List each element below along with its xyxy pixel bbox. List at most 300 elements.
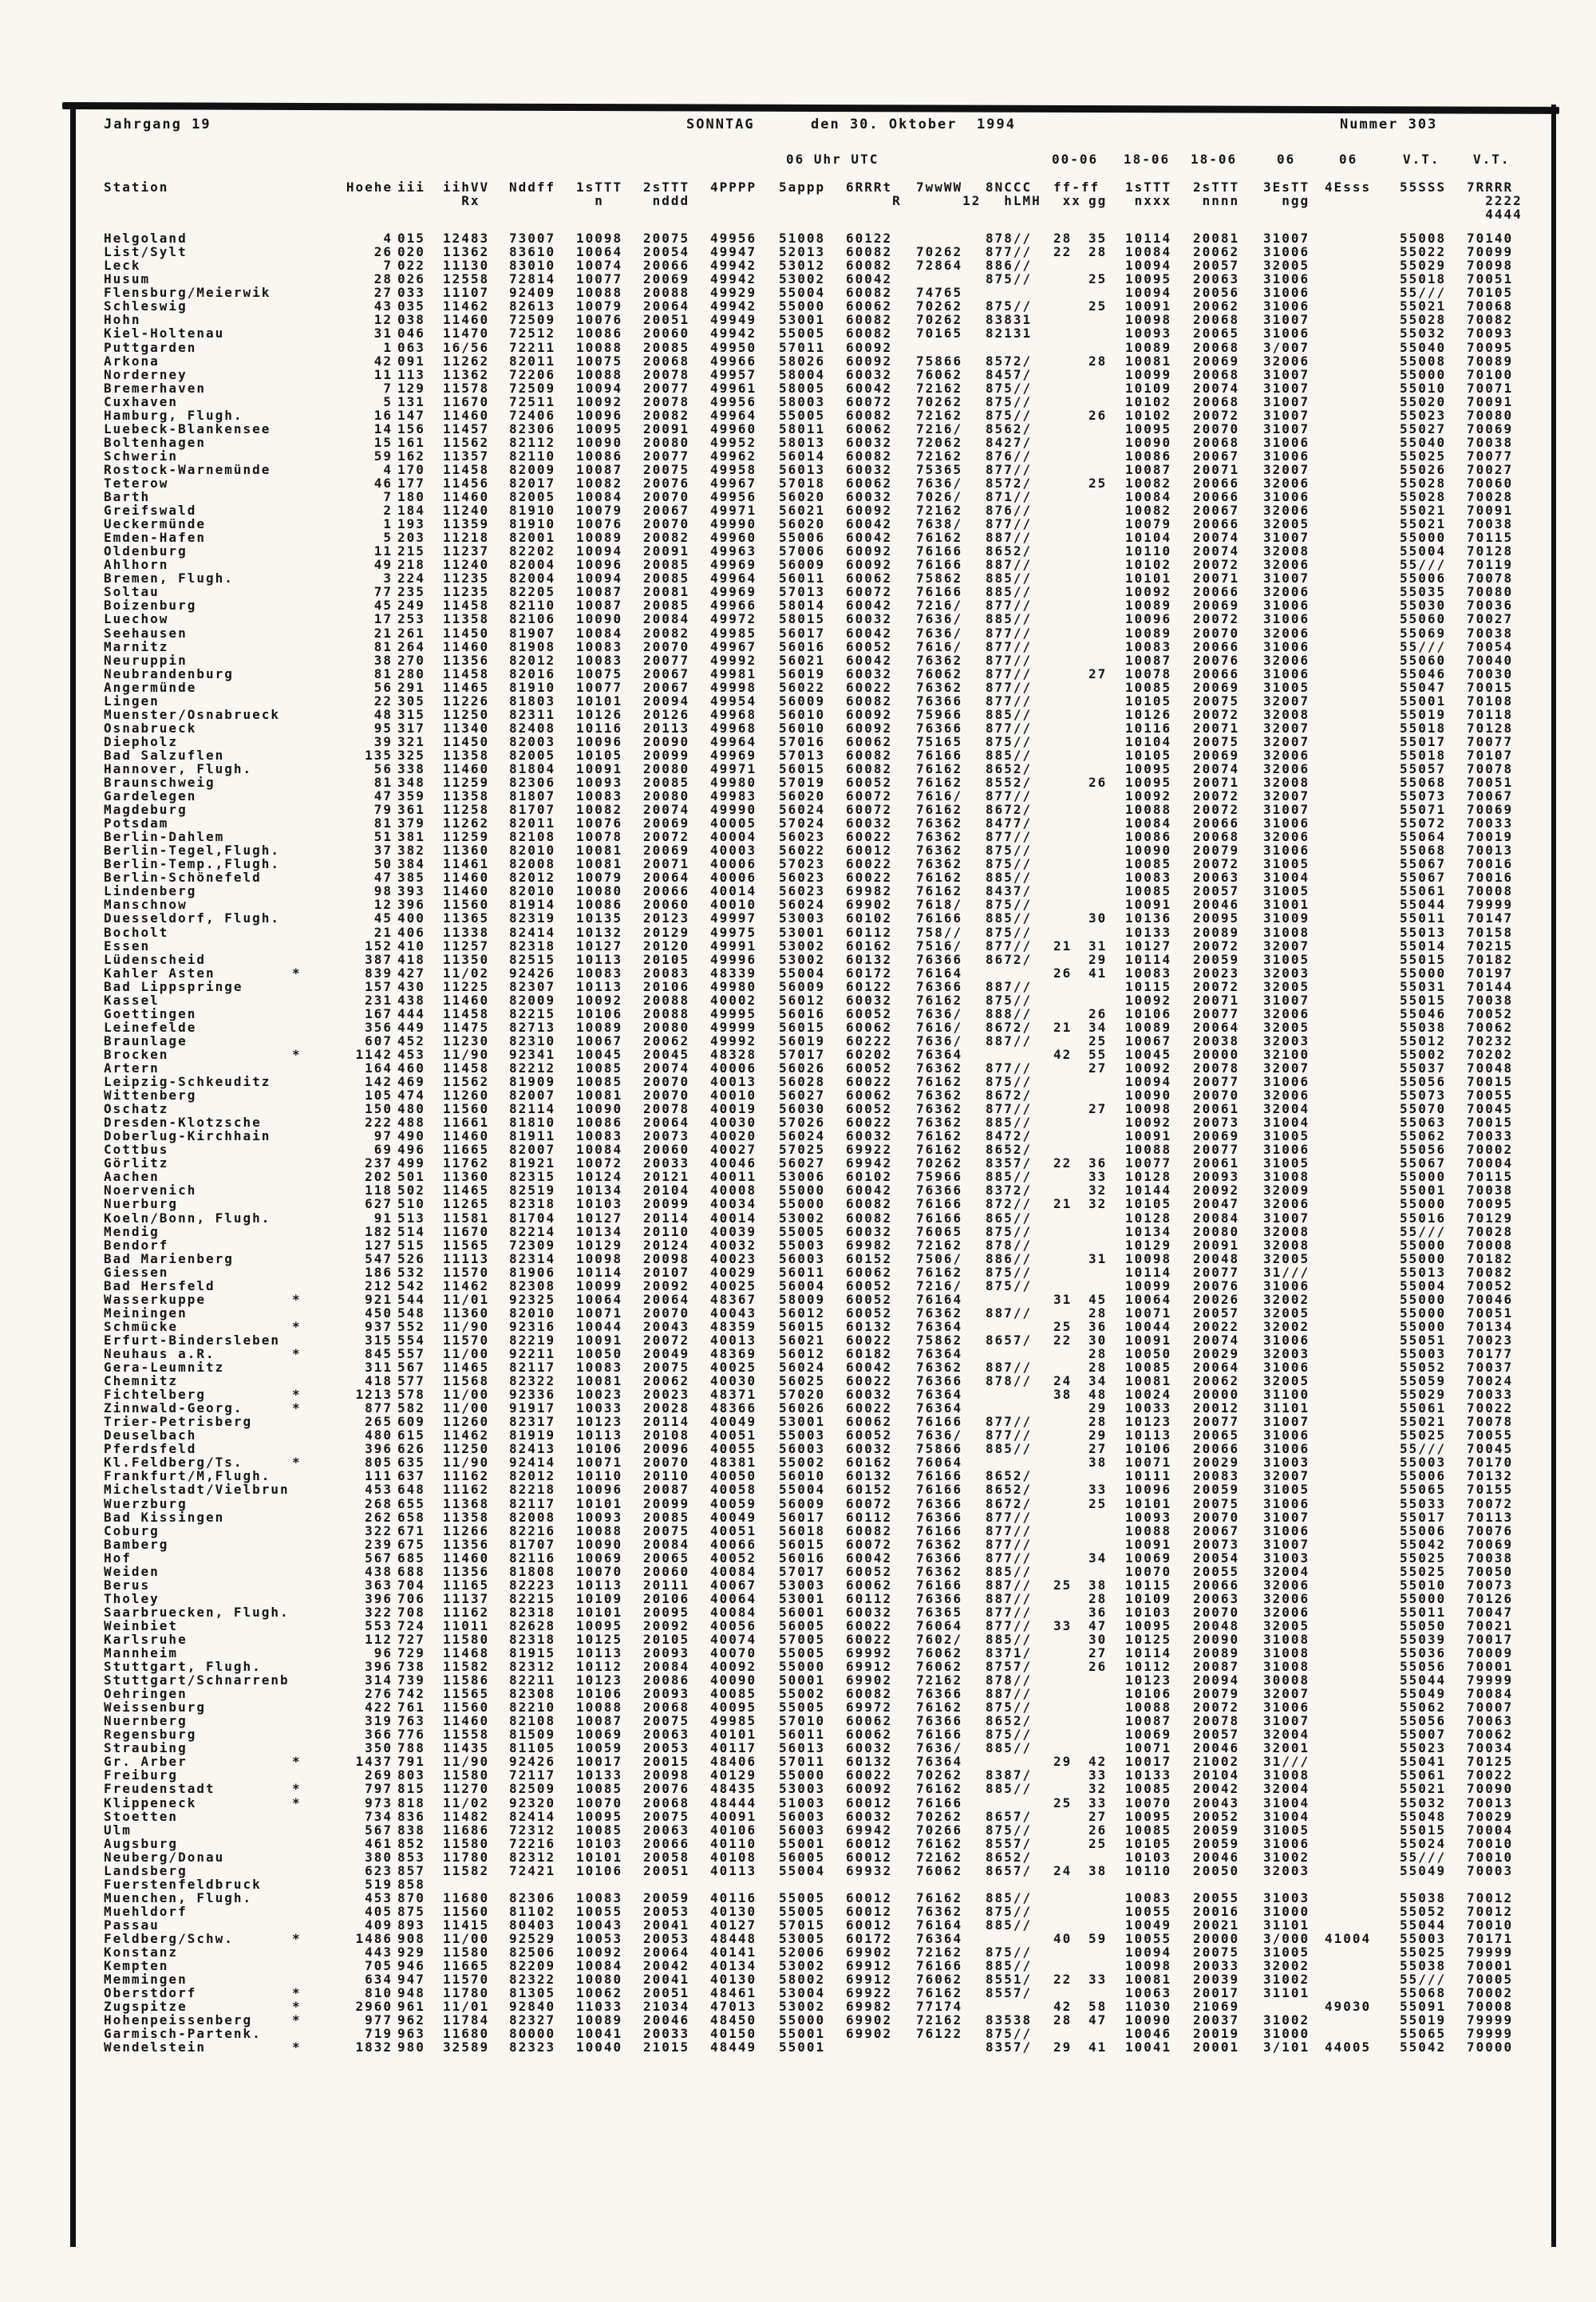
cell-t2: 20085 bbox=[643, 1509, 690, 1525]
cell-t2: 20051 bbox=[643, 312, 690, 328]
cell-n8: 865// bbox=[986, 1210, 1033, 1226]
cell-gg: 25 bbox=[1088, 1033, 1108, 1048]
cell-r6: 60032 bbox=[846, 366, 893, 382]
cell-r7: 70062 bbox=[1467, 1727, 1514, 1743]
cell-r6: 60032 bbox=[846, 992, 893, 1008]
table-row bbox=[104, 816, 1540, 830]
cell-n8: 885// bbox=[986, 1917, 1033, 1933]
cell-iihvv: 11580 bbox=[443, 1631, 490, 1647]
cell-hoehe: 453 bbox=[365, 1482, 393, 1498]
cell-x1: 10055 bbox=[1125, 1931, 1172, 1946]
cell-iii: 626 bbox=[397, 1441, 425, 1457]
cell-station: Manschnow bbox=[104, 897, 188, 913]
cell-nddff: 81707 bbox=[509, 1536, 556, 1552]
cell-station: Oehringen bbox=[104, 1686, 188, 1702]
table-row bbox=[104, 490, 1540, 503]
cell-hoehe: 69 bbox=[373, 1142, 393, 1158]
cell-x3: 3/101 bbox=[1263, 2039, 1310, 2055]
cell-x1: 10091 bbox=[1125, 897, 1172, 913]
cell-p4: 49992 bbox=[710, 652, 757, 668]
cell-x1: 10101 bbox=[1125, 571, 1172, 586]
cell-station: Augsburg bbox=[104, 1835, 179, 1851]
cell-nddff: 82312 bbox=[509, 1659, 556, 1675]
table-row bbox=[104, 436, 1540, 449]
cell-iihvv: 11250 bbox=[443, 706, 490, 722]
cell-p4: 40029 bbox=[710, 1264, 757, 1280]
period-label-00-06: 00-06 bbox=[1052, 152, 1099, 167]
cell-t1: 10069 bbox=[576, 1550, 623, 1566]
cell-station: Muenchen, Flugh. bbox=[104, 1889, 253, 1905]
cell-r7: 70000 bbox=[1467, 2039, 1514, 2055]
cell-p4: 49967 bbox=[710, 638, 757, 654]
time-utc-label: 06 Uhr UTC bbox=[786, 152, 879, 167]
cell-station: Koeln/Bonn, Flugh. bbox=[104, 1210, 271, 1226]
cell-nddff: 72509 bbox=[509, 312, 556, 328]
cell-hoehe: 15 bbox=[373, 434, 393, 450]
cell-r7: 70182 bbox=[1467, 951, 1514, 967]
cell-n8: 885// bbox=[986, 1441, 1033, 1457]
table-row bbox=[104, 544, 1540, 558]
table-row bbox=[104, 1646, 1540, 1660]
cell-x2: 20038 bbox=[1193, 1033, 1240, 1048]
cell-n8: 875// bbox=[986, 393, 1033, 409]
cell-p4: 49956 bbox=[710, 489, 757, 505]
cell-hoehe: 322 bbox=[365, 1604, 393, 1620]
cell-t2: 21015 bbox=[643, 2039, 690, 2055]
cell-station: Fichtelberg bbox=[104, 1387, 206, 1403]
cell-nddff: 81914 bbox=[509, 897, 556, 913]
cell-w7: 76362 bbox=[916, 829, 963, 845]
table-row bbox=[104, 1524, 1540, 1538]
cell-t2: 20070 bbox=[643, 1455, 690, 1471]
table-row bbox=[104, 803, 1540, 816]
table-row bbox=[104, 1442, 1540, 1455]
cell-n8: 8657/ bbox=[986, 1862, 1033, 1878]
cell-t1: 10125 bbox=[576, 1631, 623, 1647]
cell-t1: 10094 bbox=[576, 571, 623, 586]
cell-w7: 75862 bbox=[916, 1332, 963, 1348]
cell-t2: 20114 bbox=[643, 1210, 690, 1226]
cell-r6: 60032 bbox=[846, 1128, 893, 1144]
cell-a5: 56026 bbox=[779, 1060, 826, 1076]
cell-t2: 20067 bbox=[643, 503, 690, 519]
cell-x2: 20072 bbox=[1193, 978, 1240, 994]
cell-t2: 20023 bbox=[643, 1387, 690, 1403]
cell-x3: 31000 bbox=[1263, 1903, 1310, 1919]
cell-x3: 32006 bbox=[1263, 584, 1310, 600]
cell-t1: 10092 bbox=[576, 1945, 623, 1960]
cell-t2: 20041 bbox=[643, 1917, 690, 1933]
cell-r6: 60052 bbox=[846, 1427, 893, 1443]
cell-x2: 20055 bbox=[1193, 1889, 1240, 1905]
cell-s5: 55046 bbox=[1400, 665, 1447, 681]
cell-t2: 20075 bbox=[643, 461, 690, 477]
cell-x1: 10095 bbox=[1125, 271, 1172, 287]
cell-station: Nuernberg bbox=[104, 1713, 188, 1729]
cell-x2: 20057 bbox=[1193, 1727, 1240, 1743]
cell-ff: 24 bbox=[1053, 1862, 1073, 1878]
cell-t1: 10134 bbox=[576, 1183, 623, 1198]
cell-a5: 55000 bbox=[779, 1659, 826, 1675]
cell-hoehe: 59 bbox=[373, 448, 393, 464]
cell-p4: 49949 bbox=[710, 312, 757, 328]
cell-iii: 396 bbox=[397, 897, 425, 913]
cell-x2: 20046 bbox=[1193, 897, 1240, 913]
cell-x3: 31000 bbox=[1263, 2026, 1310, 2042]
cell-iihvv: 11460 bbox=[443, 638, 490, 654]
cell-a5: 56012 bbox=[779, 1305, 826, 1321]
cell-station: Norderney bbox=[104, 366, 188, 382]
cell-p4: 40085 bbox=[710, 1686, 757, 1702]
cell-w7: 7616/ bbox=[916, 638, 963, 654]
cell-a5: 57020 bbox=[779, 1387, 826, 1403]
cell-nddff: 81803 bbox=[509, 693, 556, 709]
cell-x1: 10090 bbox=[1125, 1088, 1172, 1104]
cell-hoehe: 127 bbox=[365, 1237, 393, 1253]
cell-t2: 20075 bbox=[643, 1808, 690, 1824]
cell-iii: 671 bbox=[397, 1522, 425, 1538]
cell-t2: 20080 bbox=[643, 1019, 690, 1035]
cell-p4: 49968 bbox=[710, 720, 757, 736]
cell-hoehe: 17 bbox=[373, 611, 393, 627]
cell-t2: 20053 bbox=[643, 1740, 690, 1756]
cell-n8: 877// bbox=[986, 461, 1033, 477]
cell-ff: 31 bbox=[1053, 1291, 1073, 1307]
table-row bbox=[104, 1687, 1540, 1700]
cell-p4: 49985 bbox=[710, 1713, 757, 1729]
cell-gg: 26 bbox=[1088, 1659, 1108, 1675]
cell-hoehe: 314 bbox=[365, 1672, 393, 1688]
cell-x1: 11030 bbox=[1125, 1999, 1172, 2015]
cell-station: Muenster/Osnabrueck bbox=[104, 706, 281, 722]
cell-iii: 708 bbox=[397, 1604, 425, 1620]
cell-t2: 20075 bbox=[643, 1713, 690, 1729]
cell-a5: 58014 bbox=[779, 598, 826, 614]
cell-a5: 56003 bbox=[779, 1808, 826, 1824]
cell-a5: 56019 bbox=[779, 665, 826, 681]
cell-a5: 55003 bbox=[779, 1427, 826, 1443]
cell-r6: 60042 bbox=[846, 652, 893, 668]
cell-a5: 56024 bbox=[779, 1128, 826, 1144]
cell-a5: 58004 bbox=[779, 366, 826, 382]
cell-a5: 55005 bbox=[779, 326, 826, 342]
cell-w7: 76366 bbox=[916, 1686, 963, 1702]
cell-x1: 10085 bbox=[1125, 1781, 1172, 1797]
cell-station: Helgoland bbox=[104, 231, 188, 247]
cell-t2: 20095 bbox=[643, 1604, 690, 1620]
cell-iihvv: 11359 bbox=[443, 516, 490, 532]
cell-x3: 3EsTT bbox=[1263, 180, 1310, 195]
cell-r6: 60062 bbox=[846, 1019, 893, 1035]
cell-w7: 76166 bbox=[916, 1958, 963, 1974]
table-row bbox=[104, 1102, 1540, 1115]
cell-x2: 20039 bbox=[1193, 1972, 1240, 1988]
cell-x2: 20029 bbox=[1193, 1455, 1240, 1471]
cell-r7: 70076 bbox=[1467, 1522, 1514, 1538]
cell-t1: 10084 bbox=[576, 625, 623, 641]
cell-nddff: 81921 bbox=[509, 1155, 556, 1171]
cell-a5: 56018 bbox=[779, 1522, 826, 1538]
cell-w7: 7636/ bbox=[916, 625, 963, 641]
cell-a5: 55001 bbox=[779, 2039, 826, 2055]
cell-p4: 49950 bbox=[710, 339, 757, 355]
cell-iii: 637 bbox=[397, 1468, 425, 1484]
cell-x1: 10071 bbox=[1125, 1455, 1172, 1471]
cell-a5: 57013 bbox=[779, 584, 826, 600]
cell-r7: 70022 bbox=[1467, 1767, 1514, 1783]
cell-r7: 79999 bbox=[1467, 1945, 1514, 1960]
cell-nddff: 72421 bbox=[509, 1862, 556, 1878]
cell-iii: 554 bbox=[397, 1332, 425, 1348]
cell-r7: 70118 bbox=[1467, 706, 1514, 722]
table-row bbox=[104, 245, 1540, 259]
cell-t1: 10070 bbox=[576, 1795, 623, 1810]
cell-station: Soltau bbox=[104, 584, 160, 600]
cell-t1: 10083 bbox=[576, 1128, 623, 1144]
cell-n8: 885// bbox=[986, 611, 1033, 627]
cell-r7: 70055 bbox=[1467, 1088, 1514, 1104]
table-row bbox=[104, 640, 1540, 653]
cell-x1: 10085 bbox=[1125, 1822, 1172, 1838]
cell-p4: 40027 bbox=[710, 1142, 757, 1158]
cell-t2: 20074 bbox=[643, 802, 690, 818]
cell-r6: 60082 bbox=[846, 1210, 893, 1226]
cell-x3: 31007 bbox=[1263, 802, 1310, 818]
cell-hoehe: 1437 bbox=[355, 1754, 393, 1770]
cell-a5: 56004 bbox=[779, 1277, 826, 1293]
cell-iihvv: 11240 bbox=[443, 557, 490, 573]
cell-t1: 10096 bbox=[576, 407, 623, 423]
cell-iihvv: 11461 bbox=[443, 856, 490, 872]
cell-x3: 31006 bbox=[1263, 326, 1310, 342]
cell-n8: 887// bbox=[986, 978, 1033, 994]
table-row bbox=[104, 681, 1540, 694]
cell-x1: 10125 bbox=[1125, 1631, 1172, 1647]
cell-r7: 70045 bbox=[1467, 1101, 1514, 1117]
cell-iii: 359 bbox=[397, 788, 425, 804]
cell-iii: 704 bbox=[397, 1577, 425, 1593]
cell-x1: 10094 bbox=[1125, 1074, 1172, 1090]
cell-hoehe: 977 bbox=[365, 2012, 393, 2028]
cell-station: Ulm bbox=[104, 1822, 132, 1838]
cell-s5: 55061 bbox=[1400, 883, 1447, 899]
cell-iihvv: 11458 bbox=[443, 1005, 490, 1021]
cell-s5: 55028 bbox=[1400, 475, 1447, 491]
table-row bbox=[104, 449, 1540, 463]
cell-nddff: 82515 bbox=[509, 951, 556, 967]
cell-p4: 40127 bbox=[710, 1917, 757, 1933]
cell-iii: 946 bbox=[397, 1958, 425, 1974]
cell-t2: 20068 bbox=[643, 1795, 690, 1810]
table-row bbox=[104, 871, 1540, 884]
cell-p4: 49962 bbox=[710, 448, 757, 464]
cell-x1: 10114 bbox=[1125, 1264, 1172, 1280]
cell-ff: 25 bbox=[1053, 1318, 1073, 1334]
cell-station: Memmingen bbox=[104, 1972, 188, 1988]
cell-r6: 60052 bbox=[846, 1291, 893, 1307]
cell-p4: 40055 bbox=[710, 1441, 757, 1457]
cell-x3: 32007 bbox=[1263, 1060, 1310, 1076]
cell-hoehe: 5 bbox=[383, 393, 393, 409]
cell-x3: 32004 bbox=[1263, 1563, 1310, 1579]
cell-a5: 56005 bbox=[779, 1849, 826, 1865]
cell-x2: 20071 bbox=[1193, 992, 1240, 1008]
cell-s5: 55013 bbox=[1400, 1264, 1447, 1280]
cell-x1: 10098 bbox=[1125, 1250, 1172, 1266]
cell-t2: 20108 bbox=[643, 1427, 690, 1443]
cell-station: Gr. Arber bbox=[104, 1754, 188, 1770]
table-row bbox=[104, 612, 1540, 626]
cell-a5: 56011 bbox=[779, 1727, 826, 1743]
cell-n8: 8657/ bbox=[986, 1332, 1033, 1348]
cell-p4: 40006 bbox=[710, 870, 757, 886]
cell-x2: 20017 bbox=[1193, 1985, 1240, 2001]
cell-r7: 70140 bbox=[1467, 231, 1514, 247]
cell-p4: 40010 bbox=[710, 1088, 757, 1104]
cell-iii: 170 bbox=[397, 461, 425, 477]
cell-r7: 70093 bbox=[1467, 326, 1514, 342]
cell-s5: 55059 bbox=[1400, 1373, 1447, 1389]
cell-r6: R bbox=[846, 193, 902, 209]
cell-x3: 32007 bbox=[1263, 733, 1310, 749]
cell-hoehe: 45 bbox=[373, 910, 393, 926]
cell-hoehe: 51 bbox=[373, 829, 393, 845]
cell-x2: 20065 bbox=[1193, 1427, 1240, 1443]
cell-r7: 70077 bbox=[1467, 448, 1514, 464]
cell-hoehe: 2960 bbox=[355, 1999, 393, 2015]
cell-r6: 69922 bbox=[846, 1985, 893, 2001]
cell-x3: 31002 bbox=[1263, 2012, 1310, 2028]
cell-x1: 10144 bbox=[1125, 1183, 1172, 1198]
cell-hoehe: 45 bbox=[373, 598, 393, 614]
cell-gg: 34 bbox=[1088, 1373, 1108, 1389]
cell-nddff: 81910 bbox=[509, 503, 556, 519]
cell-r7: 70004 bbox=[1467, 1822, 1514, 1838]
table-row bbox=[104, 558, 1540, 571]
cell-r6: 60042 bbox=[846, 271, 893, 287]
cell-n8: 876// bbox=[986, 448, 1033, 464]
cell-t2: 20085 bbox=[643, 598, 690, 614]
cell-ff: 38 bbox=[1053, 1387, 1073, 1403]
cell-iii: 729 bbox=[397, 1645, 425, 1661]
cell-p4: 40013 bbox=[710, 1074, 757, 1090]
cell-hoehe: 7 bbox=[383, 489, 393, 505]
cell-station: Weiden bbox=[104, 1563, 160, 1579]
cell-hoehe: 11 bbox=[373, 543, 393, 559]
cell-r7: 70001 bbox=[1467, 1659, 1514, 1675]
cell-gg: 28 bbox=[1088, 353, 1108, 369]
cell-w7: 76366 bbox=[916, 1495, 963, 1511]
cell-s5: 55003 bbox=[1400, 1345, 1447, 1361]
cell-n8: 8657/ bbox=[986, 1808, 1033, 1824]
cell-nddff: 82216 bbox=[509, 1522, 556, 1538]
cell-a5: 58003 bbox=[779, 393, 826, 409]
cell-t1: 10105 bbox=[576, 747, 623, 763]
cell-p4: 40117 bbox=[710, 1740, 757, 1756]
cell-n8: 8552/ bbox=[986, 775, 1033, 791]
cell-t1: 10093 bbox=[576, 1509, 623, 1525]
cell-w7: 76062 bbox=[916, 366, 963, 382]
cell-p4: 40106 bbox=[710, 1822, 757, 1838]
cell-w7: 76166 bbox=[916, 1482, 963, 1498]
cell-w7: 76166 bbox=[916, 1468, 963, 1484]
table-row bbox=[104, 653, 1540, 667]
cell-s5: 55069 bbox=[1400, 625, 1447, 641]
cell-iihvv: 11265 bbox=[443, 1196, 490, 1212]
cell-r6: 60062 bbox=[846, 1577, 893, 1593]
cell-r7: 70069 bbox=[1467, 421, 1514, 436]
cell-a5: 53006 bbox=[779, 1169, 826, 1185]
cell-p4: 40064 bbox=[710, 1590, 757, 1606]
cell-iii: 317 bbox=[397, 720, 425, 736]
cell-t2: 20110 bbox=[643, 1223, 690, 1239]
cell-nddff: 82004 bbox=[509, 557, 556, 573]
cell-ff: 21 bbox=[1053, 1196, 1073, 1212]
cell-x3: 32006 bbox=[1263, 747, 1310, 763]
cell-a5: 55005 bbox=[779, 1645, 826, 1661]
cell-p4: 48381 bbox=[710, 1455, 757, 1471]
cell-a5: 56025 bbox=[779, 1373, 826, 1389]
cell-t1: 10088 bbox=[576, 1700, 623, 1716]
cell-x1: 10081 bbox=[1125, 1972, 1172, 1988]
cell-p4: 40084 bbox=[710, 1604, 757, 1620]
cell-p4: 48449 bbox=[710, 2039, 757, 2055]
cell-r7: 70119 bbox=[1467, 557, 1514, 573]
cell-s5: 55/// bbox=[1400, 285, 1447, 301]
cell-r7: 70080 bbox=[1467, 407, 1514, 423]
cell-x1: 10070 bbox=[1125, 1795, 1172, 1810]
cell-n8: 871// bbox=[986, 489, 1033, 505]
cell-x2: 20021 bbox=[1193, 1917, 1240, 1933]
cell-hoehe: 356 bbox=[365, 1019, 393, 1035]
cell-n8: 875// bbox=[986, 271, 1033, 287]
cell-p4: 40030 bbox=[710, 1115, 757, 1131]
cell-t1: 10113 bbox=[576, 1577, 623, 1593]
cell-gg: 33 bbox=[1088, 1795, 1108, 1810]
cell-w7: 72162 bbox=[916, 1237, 963, 1253]
cell-x2: 20077 bbox=[1193, 1005, 1240, 1021]
cell-t2: 20078 bbox=[643, 393, 690, 409]
cell-nddff: 82315 bbox=[509, 1169, 556, 1185]
cell-w7: 76366 bbox=[916, 1713, 963, 1729]
cell-s5: 55019 bbox=[1400, 706, 1447, 722]
cell-x2: 20075 bbox=[1193, 733, 1240, 749]
cell-p4: 40141 bbox=[710, 1945, 757, 1960]
cell-x3: 31005 bbox=[1263, 883, 1310, 899]
cell-iii: 578 bbox=[397, 1387, 425, 1403]
table-row bbox=[104, 1633, 1540, 1646]
cell-a5: 53005 bbox=[779, 1931, 826, 1946]
cell-x2: 20055 bbox=[1193, 1563, 1240, 1579]
table-row bbox=[104, 1768, 1540, 1782]
cell-s5: 55057 bbox=[1400, 760, 1447, 776]
cell-iihvv: 11482 bbox=[443, 1808, 490, 1824]
cell-a5: 55004 bbox=[779, 1482, 826, 1498]
cell-r6: 60172 bbox=[846, 965, 893, 981]
cell-t2: 20085 bbox=[643, 557, 690, 573]
cell-ff: 42 bbox=[1053, 1046, 1073, 1062]
cell-gg: 29 bbox=[1088, 1400, 1108, 1416]
cell-p4: 40039 bbox=[710, 1223, 757, 1239]
cell-x3: 31002 bbox=[1263, 1972, 1310, 1988]
cell-p4: 40030 bbox=[710, 1373, 757, 1389]
cell-hoehe: 1213 bbox=[355, 1387, 393, 1403]
cell-t1: 10082 bbox=[576, 475, 623, 491]
table-row bbox=[104, 299, 1540, 313]
cell-nddff: 82713 bbox=[509, 1019, 556, 1035]
cell-x1: 10088 bbox=[1125, 1142, 1172, 1158]
cell-nddff: 82110 bbox=[509, 448, 556, 464]
